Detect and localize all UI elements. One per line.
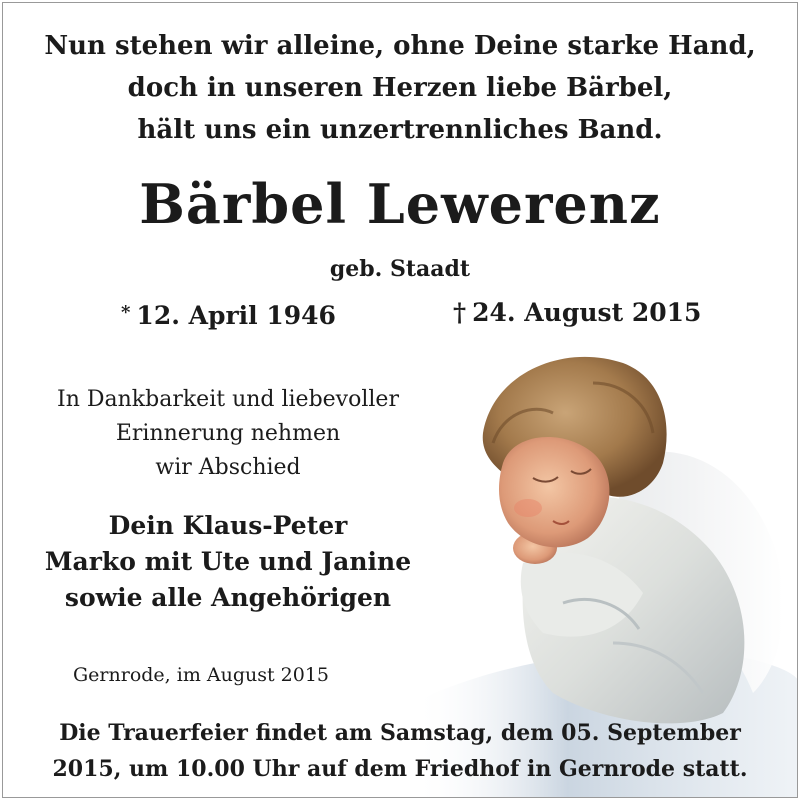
- place-and-date: Gernrode, im August 2015: [73, 664, 330, 686]
- farewell-line-3: wir Abschied: [155, 455, 301, 480]
- funeral-announcement: [3, 715, 797, 787]
- mourner-line-3: sowie alle Angehörigen: [64, 583, 392, 612]
- death-date-text: 24. August 2015: [472, 298, 702, 327]
- poem-line-3: hält uns ein unzertrennliches Band.: [137, 115, 663, 145]
- poem-line-2: doch in unseren Herzen liebe Bärbel,: [127, 73, 673, 103]
- birth-date: [121, 297, 336, 332]
- maiden-name: geb. Staadt: [329, 256, 471, 282]
- obituary-notice: [2, 2, 798, 798]
- death-cross-icon: †: [453, 298, 467, 327]
- farewell-line-1: In Dankbarkeit und liebevoller: [57, 387, 399, 412]
- memorial-poem: [3, 25, 797, 151]
- farewell-line-2: Erinnerung nehmen: [115, 421, 341, 446]
- deceased-name: Bärbel Lewerenz: [139, 172, 661, 236]
- poem-line-1: Nun stehen wir alleine, ohne Deine starke Hand,: [44, 31, 756, 61]
- farewell-text: [21, 383, 435, 485]
- death-date: [453, 297, 701, 329]
- mourners-list: [21, 508, 435, 616]
- funeral-line-2: 2015, um 10.00 Uhr auf dem Friedhof in Gernrode statt.: [52, 756, 748, 782]
- mourner-line-2: Marko mit Ute und Janine: [44, 547, 412, 576]
- birth-star-icon: *: [121, 302, 131, 323]
- funeral-line-1: Die Trauerfeier findet am Samstag, dem 05. September: [59, 720, 741, 746]
- mourner-line-1: Dein Klaus-Peter: [108, 511, 348, 540]
- birth-date-text: 12. April 1946: [136, 301, 336, 330]
